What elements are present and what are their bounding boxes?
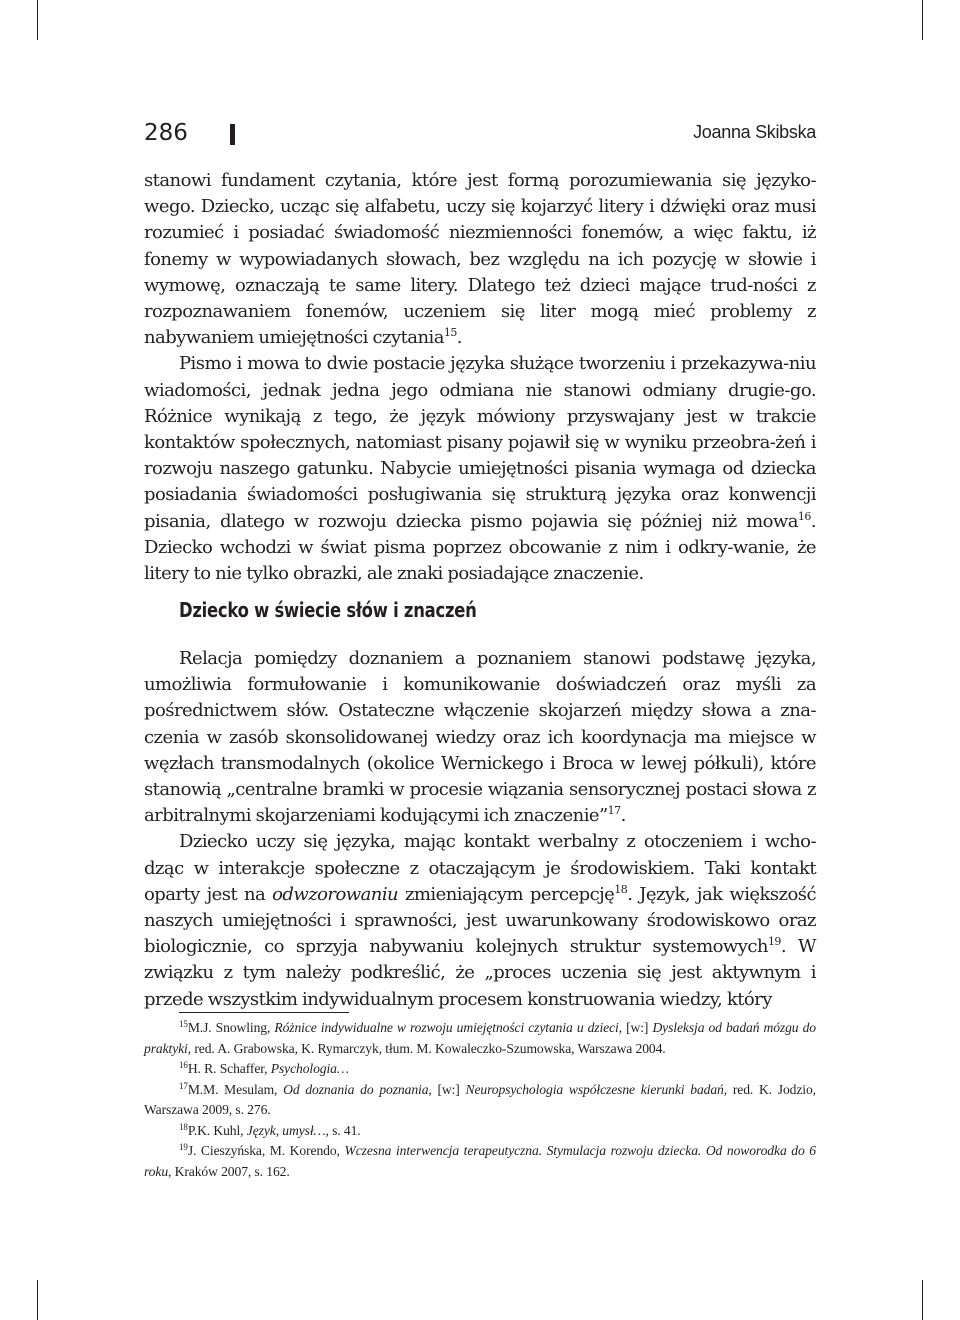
crop-mark xyxy=(922,0,923,40)
section-heading: Dziecko w świecie słów i znaczeń xyxy=(179,598,477,622)
paragraph: Dziecko uczy się języka, mając kontakt werbalny z otoczeniem i wcho-dząc w interakcje społeczne z otaczającym je środowiskiem. Taki kontakt oparty jest na odwzorowaniu zmieniającym percepcję$^{18}$. Język, jak większość naszych umiejętności i sprawności, jest uwarunkowany środowiskowo oraz biologicznie, co sprzyja nabywaniu kolejnych struktur systemowych$^{19}$. W związku z tym należy podkreślić, że „proces uczenia się jest aktywnym i przede wszystkim indywidualnym procesem konstruowania wiedzy, który xyxy=(144,831,817,1010)
footnote-ref: 19 xyxy=(767,935,781,949)
body-text-lower xyxy=(144,646,816,1013)
crop-mark xyxy=(37,0,38,40)
crop-mark xyxy=(922,1280,923,1320)
footnote-15: $^{15}$M.J. Snowling, Różnice indywidualne w rozwoju umiejętności czytania u dzieci, [w:] Dysleksja od badań mózgu do praktyki, red. A. Grabowska, K. Rymarczyk, tłum. M. Kowaleczko-Szumowska, Warszawa 2004. xyxy=(144,1019,816,1056)
paragraph: stanowi fundament czytania, które jest formą porozumiewania się języko-wego. Dziecko, ucząc się alfabetu, uczy się kojarzyć litery i dźwięki oraz musi rozumieć i posiadać świadomość niezmienności fonemów, a więc faktu, iż fonemy w wypowiadanych słowach, bez względu na ich pozycję w słowie i wymowę, oznaczają te same litery. Dlatego też dzieci mające trud-ności z rozpoznawaniem fonemów, uczeniem się liter mogą mieć problemy z nabywaniem umiejętności czytania$^{15}$. xyxy=(144,170,816,349)
running-header xyxy=(144,118,816,152)
footnote-18: $^{18}$P.K. Kuhl, Język, umysł…, s. 41. xyxy=(179,1121,361,1138)
footnote-ref: 15 xyxy=(443,326,457,340)
page-number: 286 xyxy=(144,120,188,146)
paragraph: Pismo i mowa to dwie postacie języka służące tworzeniu i przekazywa-niu wiadomości, jednak jedna jego odmiana nie stanowi odmiany drugie-go. Różnice wynikają z tego, że język mówiony przyswajany jest w trakcie kontaktów społecznych, natomiast pisany pojawił się w wyniku przeobra-żeń i rozwoju naszego gatunku. Nabycie umiejętności pisania wymaga od dziecka posiadania świadomości posługiwania się strukturą języka oraz konwencji pisania, dlatego w rozwoju dziecka pismo pojawia się później niż mowa$^{16}$. Dziecko wchodzi w świat pisma poprzez obcowanie z nim i odkry-wanie, że litery to nie tylko obrazki, ale znaki posiadające znaczenie. xyxy=(144,353,816,585)
footnote-ref: 16 xyxy=(797,509,811,523)
footnote-divider xyxy=(179,1012,349,1013)
paragraph: Relacja pomiędzy doznaniem a poznaniem stanowi podstawę języka, umożliwia formułowanie i komunikowanie doświadczeń oraz myśli za pośrednictwem słów. Ostateczne włączenie skojarzeń między słowa a zna-czenia w zasób skonsolidowanej wiedzy oraz ich koordynacja ma miejsce w węzłach transmodalnych (okolice Wernickego i Broca w lewej półkuli), które stanowią „centralne bramki w procesie wiązania sensorycznej postaci słowa z arbitralnymi skojarzeniami kodującymi ich znaczenie”$^{17}$. xyxy=(144,648,816,827)
footnote-ref: 17 xyxy=(607,804,621,818)
header-bar xyxy=(230,124,235,145)
footnotes xyxy=(144,1018,816,1182)
running-author: Joanna Skibska xyxy=(693,122,816,142)
footnote-19: $^{19}$J. Cieszyńska, M. Korendo, Wczesna interwencja terapeutyczna. Stymulacja rozwoju dziecka. Od noworodka do 6 roku, Kraków 2007, s. 162. xyxy=(144,1142,816,1179)
crop-mark xyxy=(37,1280,38,1320)
footnote-ref: 18 xyxy=(614,882,628,896)
body-text-upper xyxy=(144,168,816,587)
footnote-17: $^{17}$M.M. Mesulam, Od doznania do poznania, [w:] Neuropsychologia współczesne kierunki badań, red. K. Jodzio, Warszawa 2009, s. 276. xyxy=(144,1080,816,1117)
footnote-16: $^{16}$H. R. Schaffer, Psychologia… xyxy=(179,1060,349,1076)
